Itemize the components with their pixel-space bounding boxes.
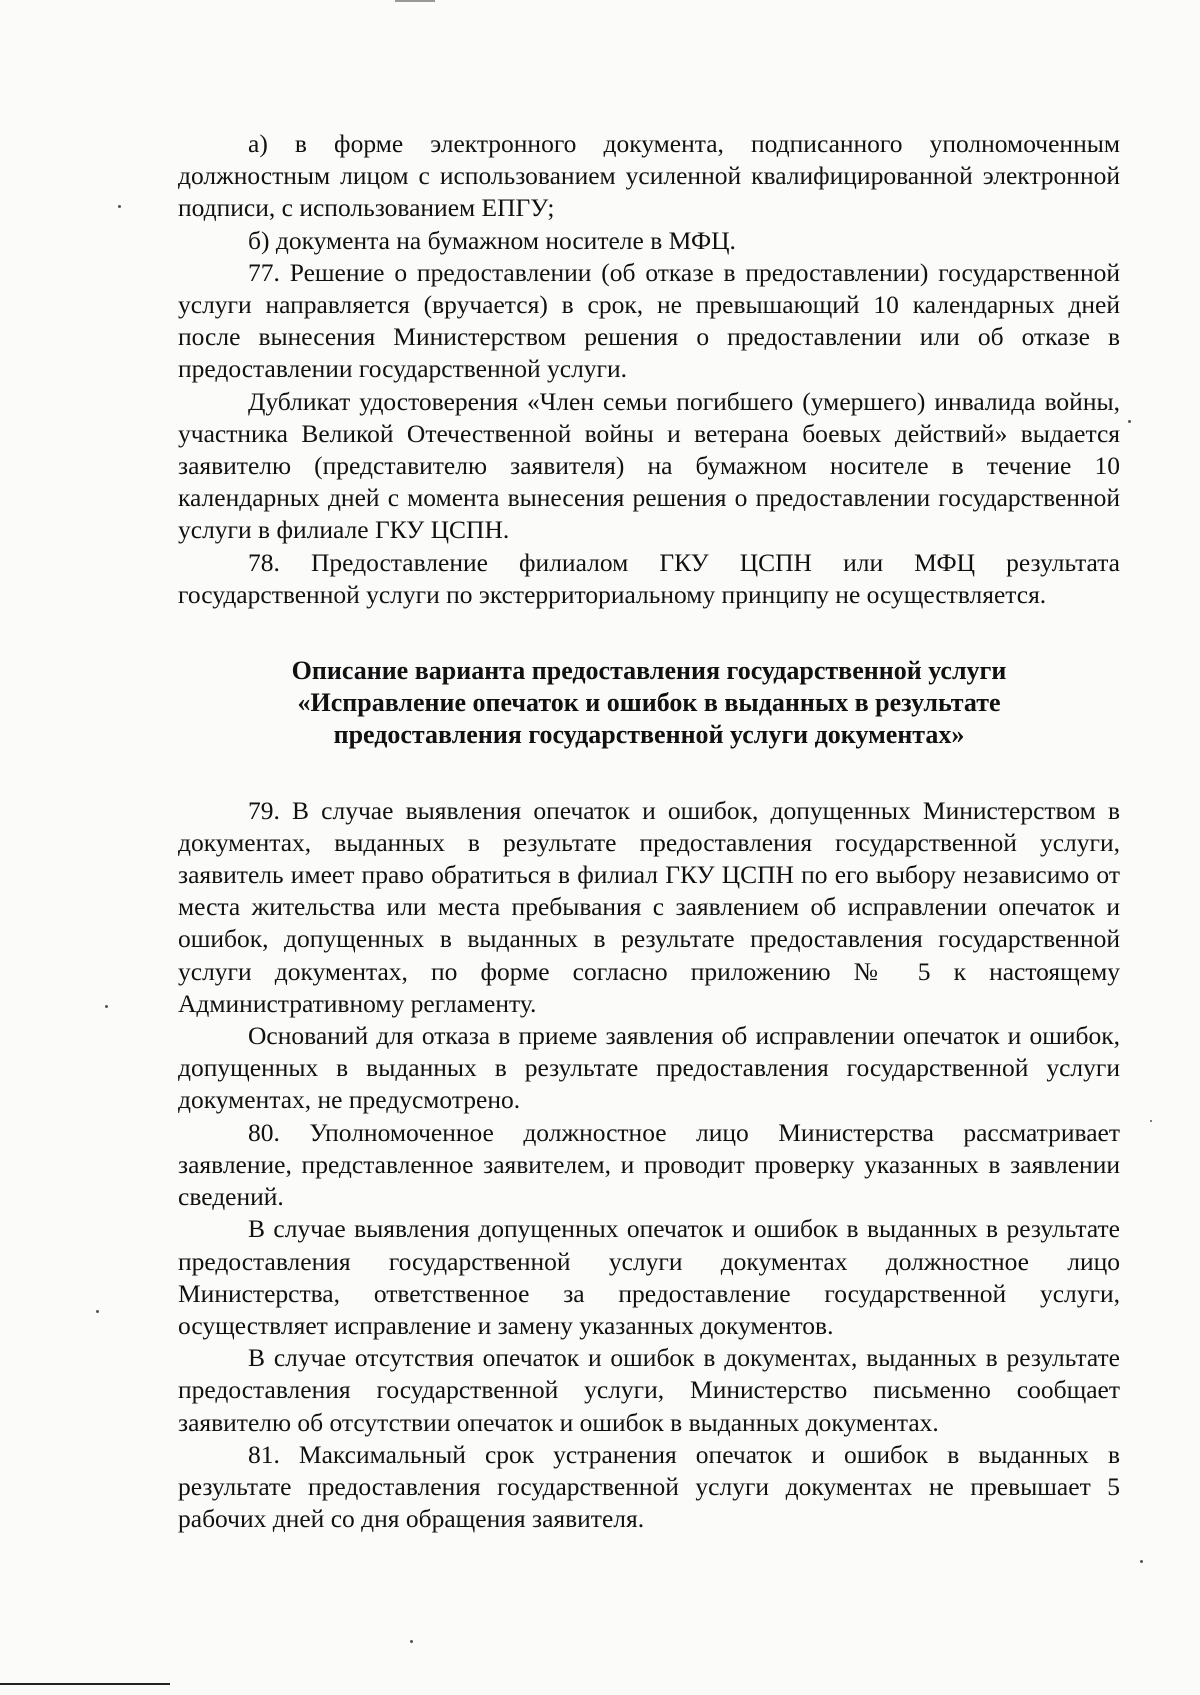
paragraph: 77. Решение о предоставлении (об отказе в предоставлении) государственной услуги направляется (вручается) в срок, не превышающий 10 календарных дней после вынесения Министерством решения о предоставлении или об отказе в предоставлении государственной услуги. (178, 257, 1120, 384)
section-heading-line: Описание варианта предоставления государственной услуги (291, 656, 1007, 686)
paragraph: В случае выявления допущенных опечаток и ошибок в выданных в результате предоставления государственной услуги документах должностное лицо Министерства, ответственное за предоставление государственной услуги, осуществляет исправление и замену указанных документов. (178, 1214, 1120, 1340)
paragraph: Дубликат удостоверения «Член семьи погибшего (умершего) инвалида войны, участника Великой Отечественной войны и ветерана боевых действий» выдается заявителю (представителю заявителя) на бумажном носителе в течение 10 календарных дней с момента вынесения решения о предоставлении государственной услуги в филиале ГКУ ЦСПН. (178, 386, 1120, 545)
scan-speck (1150, 1120, 1152, 1122)
scan-speck (1140, 1560, 1143, 1563)
scan-speck (118, 205, 121, 208)
scan-speck (96, 1310, 99, 1313)
paragraph: а) в форме электронного документа, подписанного уполномоченным должностным лицом с использованием усиленной квалифицированной электронной подписи, с использованием ЕПГУ; (178, 129, 1120, 223)
paragraph: Оснований для отказа в приеме заявления об исправлении опечаток и ошибок, допущенных в выданных в результате предоставления государственной услуги документах, не предусмотрено. (178, 1021, 1120, 1115)
section-heading-line: «Исправление опечаток и ошибок в выданных в результате (297, 688, 1001, 718)
paragraph: 80. Уполномоченное должностное лицо Министерства рассматривает заявление, представленное заявителем, и проводит проверку указанных в заявлении сведений. (178, 1117, 1120, 1212)
section-heading-line: предоставления государственной услуги документах» (333, 720, 965, 750)
scan-edge-mark (395, 0, 435, 2)
document-body (178, 128, 1120, 1535)
paragraph: В случае отсутствия опечаток и ошибок в документах, выданных в результате предоставления государственной услуги, Министерство письменно сообщает заявителю об отсутствии опечаток и ошибок в выданных документах. (178, 1343, 1120, 1437)
scan-speck (105, 1005, 108, 1008)
paragraph: 78. Предоставление филиалом ГКУ ЦСПН или МФЦ результата государственной услуги по экстерриториальному принципу не осуществляется. (178, 547, 1120, 609)
scan-edge-mark (0, 1683, 170, 1685)
paragraph: б) документа на бумажном носителе в МФЦ. (248, 225, 736, 255)
paragraph: 81. Максимальный срок устранения опечаток и ошибок в выданных в результате предоставления государственной услуги документах не превышает 5 рабочих дней со дня обращения заявителя. (178, 1439, 1120, 1534)
section-heading (178, 655, 1120, 752)
paragraph: 79. В случае выявления опечаток и ошибок, допущенных Министерством в документах, выданных в результате предоставления государственной услуги, заявитель имеет право обратиться в филиал ГКУ ЦСПН по его выбору независимо от места жительства или места пребывания с заявлением об исправлении опечаток и ошибок, допущенных в выданных в результате предоставления государственной услуги документах, по форме согласно приложению № 5 к настоящему Административному регламенту. (178, 795, 1120, 1018)
scan-speck (1128, 420, 1131, 423)
scan-speck (410, 1640, 413, 1643)
